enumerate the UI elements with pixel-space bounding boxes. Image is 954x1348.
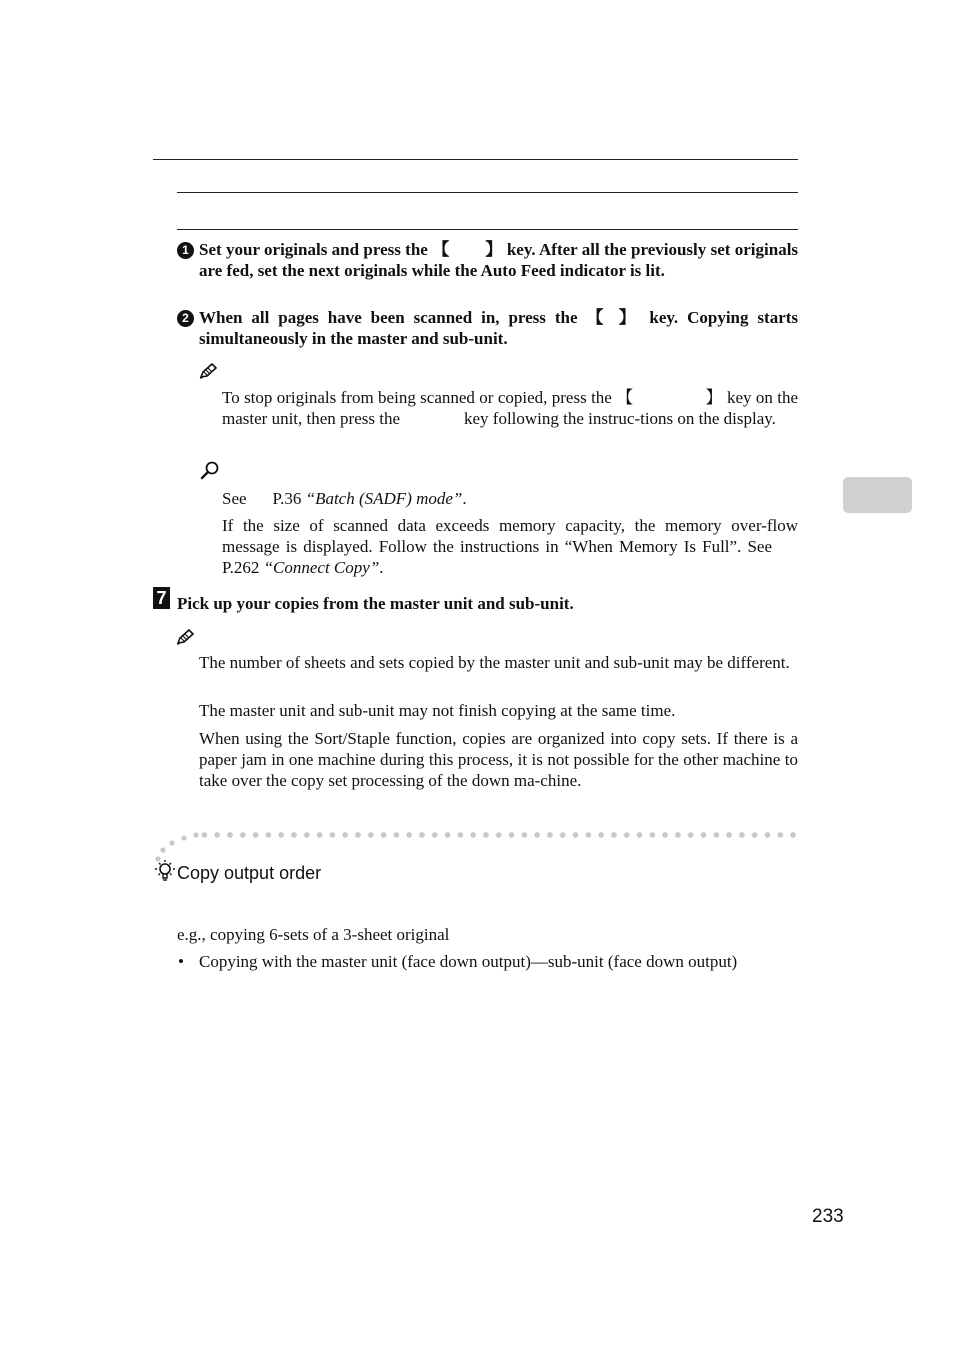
step-2-number: 2 [177,310,194,327]
step-1-text: Set your originals and press the 【 】 key. After all the previously set originals are fed, set the next originals while the Auto Feed indicator is lit. [199,240,799,280]
step-2-text: When all pages have been scanned in, press the 【 】 key. Copying starts simultaneously in the master and sub-unit. [199,308,799,348]
step-7-number: 7 [153,587,170,609]
pencil-icon [199,362,219,380]
pencil-icon [176,628,196,646]
reference-memory-overflow: If the size of scanned data exceeds memory capacity, the memory over-flow message is displayed. Follow the instructions in “When Memory Is Full”. SeeP.262 “Connect Copy”. [222,516,798,577]
magnifier-icon [200,460,220,480]
note-finish-time: The master unit and sub-unit may not finish copying at the same time. [199,701,676,720]
tip-title: Copy output order [177,863,322,883]
key-bracket-close: 】 [485,240,503,259]
tip-bullet-text: Copying with the master unit (face down output)—sub-unit (face down output) [199,952,738,971]
tip-bullet: • [178,952,184,971]
lightbulb-icon [154,859,176,883]
note-sort-staple: When using the Sort/Staple function, copies are organized into copy sets. If there is a paper jam in one machine during this process, it is not possible for the other machine to take over the copy set processing of the down ma-chine. [199,729,798,790]
reference-see-batch: See P.36 “Batch (SADF) mode”. [222,489,467,508]
tip-example: e.g., copying 6-sets of a 3-sheet original [177,925,450,944]
page-number: 233 [812,1206,844,1227]
note-stop-originals: To stop originals from being scanned or copied, press the 【 】 key on the master unit, then press the key following the instruc-tions on the display. [222,388,799,428]
chapter-tab [843,477,912,513]
step-1-number: 1 [177,242,194,259]
step-7-text: Pick up your copies from the master unit and sub-unit. [177,594,574,613]
header-rule [153,159,798,160]
note-sheets-sets-differ: The number of sheets and sets copied by the master unit and sub-unit may be different. [199,653,790,672]
tip-border-dots [198,831,796,839]
key-bracket-open: 【 [432,240,450,259]
section-rule-bottom [177,229,798,230]
section-rule-top [177,192,798,193]
